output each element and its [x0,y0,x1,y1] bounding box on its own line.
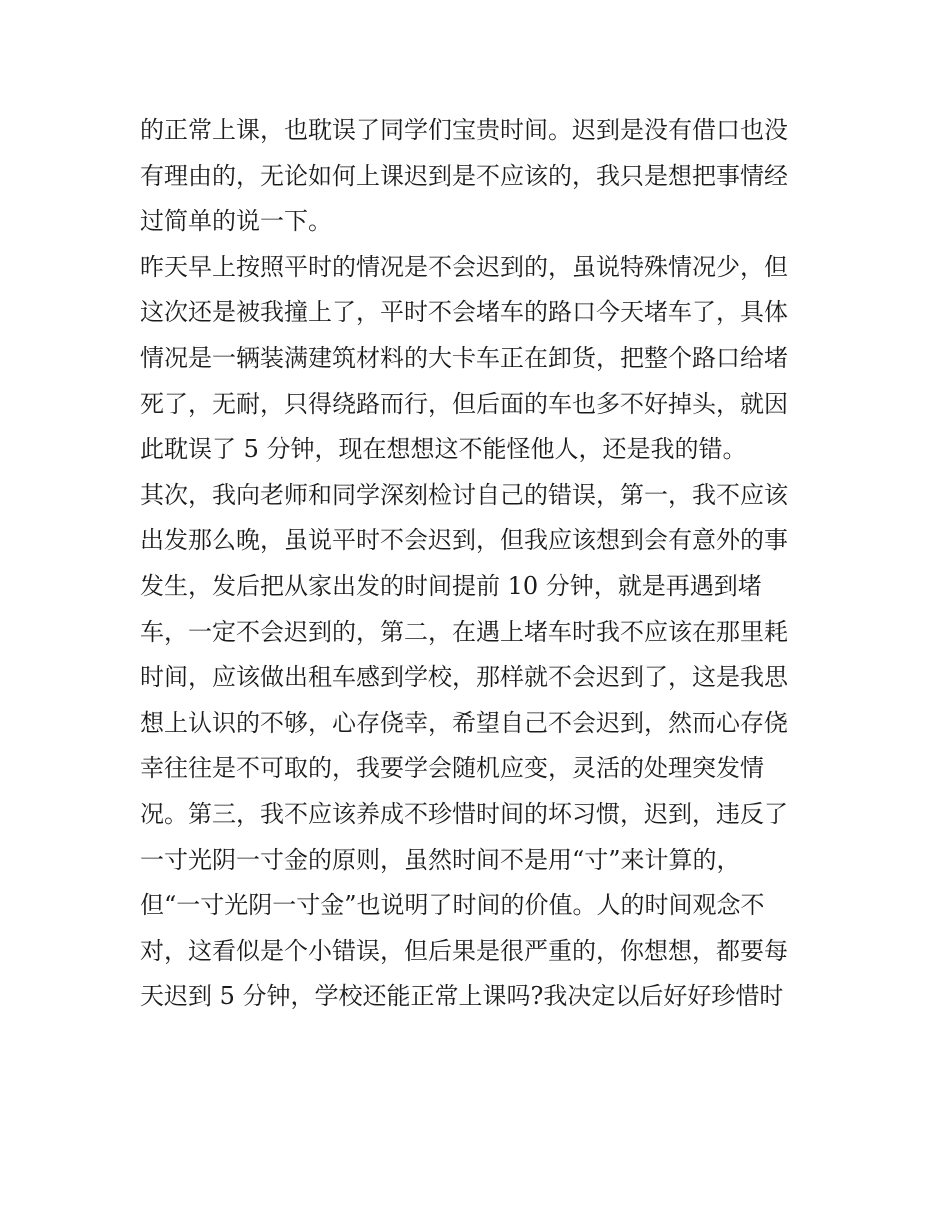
text-line: 昨天早上按照平时的情况是不会迟到的，虽说特殊情况少，但 [140,252,788,281]
text-line: 幸往往是不可取的，我要学会随机应变，灵活的处理突发情 [140,754,764,783]
document-body [140,108,812,1020]
text-line: 发生，发后把从家出发的时间提前 10 分钟，就是再遇到堵 [140,571,762,600]
text-line: 这次还是被我撞上了，平时不会堵车的路口今天堵车了，具体 [140,298,788,327]
text-line: 时间，应该做出租车感到学校，那样就不会迟到了，这是我思 [140,663,788,692]
text-line: 此耽误了 5 分钟，现在想想这不能怪他人，还是我的错。 [140,435,747,464]
text-line: 天迟到 5 分钟，学校还能正常上课吗?我决定以后好好珍惜时 [140,982,784,1011]
text-line: 一寸光阴一寸金的原则，虽然时间不是用“寸”来计算的， [140,845,741,874]
text-line: 情况是一辆装满建筑材料的大卡车正在卸货，把整个路口给堵 [140,343,788,372]
text-line: 过简单的说一下。 [140,207,332,236]
text-line: 对，这看似是个小错误，但后果是很严重的，你想想，都要每 [140,936,788,965]
text-line: 出发那么晚，虽说平时不会迟到，但我应该想到会有意外的事 [140,526,788,555]
text-line: 有理由的，无论如何上课迟到是不应该的，我只是想把事情经 [140,161,788,190]
text-line: 的正常上课，也耽误了同学们宝贵时间。迟到是没有借口也没 [140,116,788,144]
text-line: 其次，我向老师和同学深刻检讨自己的错误，第一，我不应该 [140,480,788,509]
text-line: 死了，无耐，只得绕路而行，但后面的车也多不好掉头，就因 [140,389,788,418]
text-line: 但“一寸光阴一寸金”也说明了时间的价值。人的时间观念不 [140,891,765,920]
text-line: 车，一定不会迟到的，第二，在遇上堵车时我不应该在那里耗 [140,617,788,646]
text-line: 况。第三，我不应该养成不珍惜时间的坏习惯，迟到，违反了 [140,799,788,828]
text-line: 想上认识的不够，心存侥幸，希望自己不会迟到，然而心存侥 [140,708,788,737]
